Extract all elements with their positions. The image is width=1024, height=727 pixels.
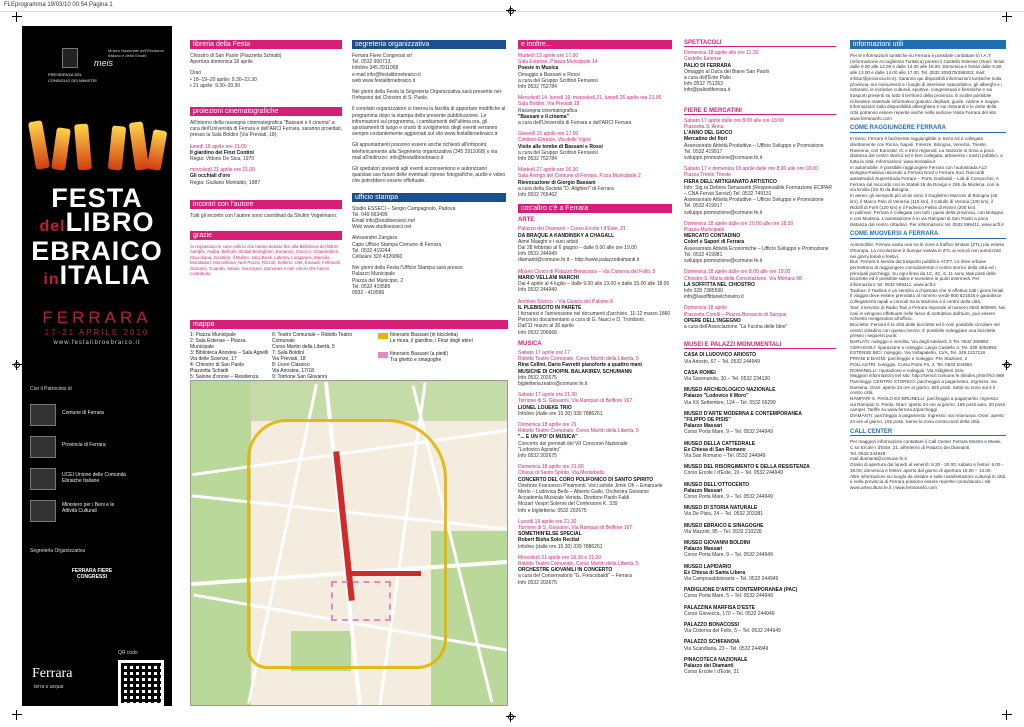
arte-heading: ARTE — [518, 217, 535, 224]
bike-itinerary: Itinerario Bassani (in bicicletta) Le mura, il giardino, i Finzi degli ebrei — [390, 332, 473, 344]
provincia-name: Provincia di Ferrara — [62, 442, 106, 448]
cosaltro-heading: cos'altro c'è a Ferrara — [518, 204, 672, 213]
muoversi-text: Automobile: Ferrara vanta una tra le zone a traffico limitato (ZTL) più estese d'Europa. La circolazione è dunque vietata in ZTL ai veicoli non autorizzati nei giorni feriali e festivi. Bus: Ferrara è servita dal trasporto pubblico ACFT. Le linee urbane permettono di raggiungere comodamente il centro storico della città ed i principali parcheggi. Su ogni linea da 1C, 4C, 6, 11 sono stati posti delle biciclette ed è possibile salire e scendere in punti intermedi. Per informazioni: tel. 0532 599411, www.acft.it Taxibus: il Taxibus è un servizio a chiamata che si effettua tutti i giorni feriali. Il viaggio deve essere prenotato al numero verde 800 521616 e garantisce collegamenti rapidi e comodi tra la stazione e il centro della città. Taxi: il servizio di Radio Taxi a Ferrara risponde al numero 0532 900900. Nei casi in vengono effettuate nelle fasce di sottrattiva dall'auto, può essere richiesto rivolgendosi all'ufficio. Biciclette: Ferrara è la città delle biciclette ed è così possibile circolare nel centro cittadino con questo mezzo. È possibile noleggiare una bicicletta presso i seguenti punti: BARLATI: noleggio e vendita. Via degli Adelardi, 5 Tel. 0532 206892 CERAGIOLI: riparazione e noleggio. Largo Castello 4, Tel. 339 4054893 ESTENSE BICI: noleggio. Via Voltapaletto, 11/A, Tel. 349 1317116 PIRANI E BAGNI: parcheggio e noleggio. P.le Stazione, 2 POLLASTRI: noleggio. Corso Porta Po, 2, Tel. 0532 204884 ROMANELLI: riparazione e noleggio. Via Aldighieri 24/a Maggiori informazioni nel sito: http://servizi.comune.fe.it/index.phtml?id=989 Parcheggi: CENTRO STORICO: parcheggio a pagamento. Ingresso: via Darsena. Orari: aperto 24 ore al giorno. 825 posti. Sette su sono sul é il centro città. RAMPARI S. PAOLO EX-BRUNELLI: parcheggio a pagamento. Ingresso: via Rampari S. Paolo. Orari: aperto 24 ore al giorno. 165 posti auto, 20 posti camper. Tariffe su www.ferrara.it/parcheggi DIAMANTI: parcheggio a pagamento. Ingresso: via Arianuova. Orari: aperto 24 ore al giorno. 192 posti. Serve la zona centro-nord della città. — [850, 242, 1006, 424]
musei-list: CASA DI LUDOVICO ARIOSTO Via Ariosto, 67 – Tel. 0532 244949 CASA ROMEI Via Savonarola, 30 – Tel. 0532 234130 MUSEO ARCHEOLOGICO NAZIONALE Palazzo "Lodovico il Moro" Via XX Settembre, 124 – Tel. 0532 66299 MUSEO D'ARTE MODERNA E CONTEMPORANEA "FILIPPO DE PISIS" Palazzo Massari Corso Porta Mare, 9 – Tel. 0532 244949 MUSEO DELLA CATTEDRALE Ex Chiesa di San Romano Via San Romano – Tel. 0532 244949 MUSEO DEL RISORGIMENTO E DELLA RESISTENZA Corso Ercole I d'Este, 19 – Tel. 0532 244949 MUSEO DELL'OTTOCENTO Palazzo Massari Corso Porta Mare, 9 – Tel. 0532 244949 MUSEO DI STORIA NATURALE Via De Pisis, 24 – Tel. 0532 203381 MUSEO EBRAICO E SINAGOGHE Via Mazzini, 95 – Tel. 0532 210228 MUSEO GIOVANNI BOLDINI Palazzo Massari Corso Porta Mare, 9 – Tel. 0532 244949 MUSEO LAPIDARIO Ex Chiesa di Santa Libera Via Camposabbionario – Tel. 0532 244949 PADIGLIONE D'ARTE CONTEMPORANEA (PAC) Corso Porta Mare, 5 – Tel. 0532 244949 PALAZZINA MARFISA D'ESTE Corso Giovecca, 170 – Tel. 0532 244949 PALAZZO BONACOSSI Via Cisterna del Follo, 5 – Tel. 0532 244949 PALAZZO SCHIFANOIA Via Scandiana, 23 – Tel. 0532 244949 PINACOTECA NAZIONALE Palazzo dei Diamanti Corso Ercole I d'Este, 21 — [684, 352, 810, 676]
musei-heading: MUSEI E PALAZZI MONUMENTALI — [684, 342, 836, 349]
column-1 — [190, 40, 342, 281]
raggiungere-heading: COME RAGGIUNGERE FERRARA — [850, 126, 1006, 133]
informazioni-text: Per le informazioni turistiche su Ferrara è possibile contattare lo I.A.T. (Informazione Accoglienza Turistica) presso il Castello Estense (Orari: feriali dalle 9.00 alle 13.00 e dalle 14.00 alle 18.00. Domenica e festivi dalle 9.30 alle 13.00 e dalle 14.00 alle 17.00. Tel. 0532 209370/299303; mail: infotur@provincia.fe.it). Saranno qui disponibili informazioni turistiche sulla provincia, sui monumenti e i luoghi di interesse naturalistico, gli alberghi e i ristoranti, le iniziative culturali, sportive, congressuali e fieristiche e sui trasporti presenti su tutto il territorio della provincia. È inoltre possibile richiedere materiale informativo gratuito: depliant, guide, cartine e mappe. Informazioni sulla disponibilità alberghiera e sui ristoranti e le dotte della città potranno essere reperite anche nella sezione Visita Ferrara del sito www.ferrarainfo.com — [850, 53, 1005, 121]
segreteria-appointments: Gli appuntamenti possono essere anche richiesti all'infopoint, telefonicamente alla Segreteria organizzativa (345 2911068) o via mail all'indirizzo: info@festalibroebraico.it — [352, 142, 498, 161]
film-2-regia: Regia: Giuliano Montaldo, 1987 — [190, 179, 261, 186]
meis-desc: Museo Nazionale dell'Ebraismo Italiano e della Shoah — [108, 48, 164, 58]
musica-heading: MUSICA — [518, 340, 542, 347]
column-4: SPETTACOLI Domenica 18 aprile alle ore 11.30 Castello Estense PALIO DI FERRARA Omaggio al Duca del Biane San Paolo a cura dell'Ente Palio Info 0532 751263 info@paliodiferrara.it FIERE E MERCATINI Sabato 17 aprile dalle ore 8.00 alle ore 18.00 Piazzetta S. Anna L'ANNO DEL GIOCO Mercatino del fiori Assessorato Attività Produttive – Ufficio Sviluppo e Promozione Tel. 0532 419917 sviluppo.promozione@comune.fe.it Sabato 17 e domenica 18 aprile dalle ore 8.00 alle ore 18.00 Piazza Trento Trieste FIERA DELL'ARTIGIANATO ARTISTICO Info: Sig.ra Debora Tamassetti (Responsabile Formazione ECIPAR – CNA Fervia Servizi) Tel. 0532 749131 Assessorato Attività Produttive – Ufficio Sviluppo e Promozione Tel. 0532 419917 sviluppo.promozione@comune.fe.it Domenica 18 aprile dalle ore 10.00 alle ore 18.00 Piazza Municipale MERCATO CONTADINO Colori e Sapori di Ferrara Assessorato Attività Economiche – Ufficio Sviluppo e Promozione Tel. 0532 419981 sviluppo.promozione@comune.fe.it Domenica 18 aprile dalle ore 8.00 alle ore 19.00 Chiostro S. Maria della Consolazione, Via Mortara 98 LA SOFFITTA NEL CHIOSTRO Info 328 7385590 info@lasoffittanelchiostro.it Domenica 18 aprile Piazzetta Corelli – Piazza Bonaccio di Sangue OPERE DELL'INGEGNO a cura dell'Associazione "La Fucina delle Idee" MUSEI E PALAZZI MONUMENTALI CASA DI LUDOVICO ARIOSTO Via Ariosto, 67 – Tel. 0532 244949 CASA ROMEI Via Savonarola, 30 – Tel. 0532 234130 MUSEO ARCHEOLOGICO NAZIONALE Palazzo "Lodovico il Moro" Via XX Settembre, 124 – Tel. 0532 66299 MUSEO D'ARTE MODERNA E CONTEMPORANEA "FILIPPO DE PISIS" Palazzo Massari Corso Porta Mare, 9 – Tel. 0532 244949 MUSEO DELLA CATTEDRALE Ex Chiesa di San Romano Via San Romano – Tel. 0532 244949 MUSEO DEL RISORGIMENTO E DELLA RESISTENZA Corso Ercole I d'Este, 19 – Tel. 0532 244949 MUSEO DELL'OTTOCENTO Palazzo Massari Corso Porta Mare, 9 – Tel. 0532 244949 MUSEO DI STORIA NATURALE Via De Pisis, 24 – Tel. 0532 203381 MUSEO EBRAICO E SINAGOGHE Via Mazzini, 95 – Tel. 0532 210228 MUSEO GIOVANNI BOLDINI Palazzo Massari Corso Porta Mare, 9 – Tel. 0532 244949 MUSEO LAPIDARIO Ex Chiesa di Santa Libera Via Camposabbionario – Tel. 0532 244949 PADIGLIONE D'ARTE CONTEMPORANEA (PAC) Corso Porta Mare, 5 – Tel. 0532 244949 PALAZZINA MARFISA D'ESTE Corso Giovecca, 170 – Tel. 0532 244949 PALAZZO BONACOSSI Via Cisterna del Follo, 5 – Tel. 0532 244949 PALAZZO SCHIFANOIA Via Scandiana, 23 – Tel. 0532 244949 PINACOTECA NAZIONALE Palazzo dei Diamanti Corso Ercole I d'Este, 21 — [684, 40, 836, 680]
registration-mark-icon — [1002, 710, 1012, 720]
walk-itinerary-swatch — [378, 352, 388, 358]
ucei-logo-icon — [30, 468, 56, 490]
column-5 — [850, 40, 1006, 496]
segreteria-privacy: Gli spettatori presenti agli eventi acconsentono e autorizzano qualsiasi uso futuro delle eventuali riprese fotografiche, audio e video che potrebbero essere effettuate. — [352, 166, 506, 185]
libreria-info: Chiostro di San Paolo (Piazzetta Schiatti) Apertura domenica 18 aprile — [190, 53, 282, 66]
qr-label: QR code — [118, 650, 138, 656]
patronato-label: Con il Patrocinio di — [30, 386, 72, 392]
spettacoli-heading: SPETTACOLI — [684, 40, 836, 47]
ufficio-stampa-presso: Nei giorni della Festa l'Ufficio Stampa sarà presso: Palazzo Municipale Piazza del Municipio, 2 Tel. 0532 419585 0532 - 419586 — [352, 265, 464, 297]
candle-flame-icon — [108, 125, 127, 170]
comune-logo-icon — [30, 404, 56, 426]
meis-logo: meis — [94, 58, 114, 68]
call-center-text: Per maggiori informazioni contattare il Call Center Ferrara Mostre e Musei, C.so Ercole I d'Este, 21, all'interno di Palazzo dei Diamanti. Tel. 0532 244949 mail diamanti@comune.fe.it Orario di apertura dal lunedì al venerdì: 8.30 - 20.00; sabato e festivi: 9.00 - 18.00; domenica e festivi: aperto dal giorno di apertura 10.00 – 13.00. Altre informazioni sui luoghi da visitare e sulle manifestazioni culturali in città e nella provincia di Ferrara possono essere reperite consultando i siti: www.artecultura.fe.it | www.ferrarainfo.com — [850, 439, 1006, 490]
city-title: FERRARA — [42, 308, 152, 327]
raggiungere-text: In treno: Ferrara è facilmente raggiungibile in treno ed è collegata direttamente con Roma, Napoli, Firenze, Bologna, Venezia, Trieste, Ravenna, con Eurostar, IC e treni regionali. La stazione si trova a poca distanza dal centro storico ed è ben collegata, attraverso i mezzi pubblici, a tutta la città. Informazioni: www.trenitalia.it In automobile: è possibile raggiungere Ferrara con l'autostrada A13 Bologna-Padova uscendo a Ferrara Nord o Ferrara Sud. Raccordi autostradali Superstrada Ferrara – Porto Garibaldi – Lidi di Comacchio. A Ferrara sul raccordo con le Statali 16 da Rovigo e 255 da Modena, con la via Emilia (SS 9) da Bologna. In aereo: gli aeroporti più vicini sono il Guglielmo Marconi di Bologna (45 km), il Marco Polo di Venezia (110 km), il Catullo di Verona (100 km), il Ridolfi di Forlì (120 km) e il Federico Fellini di Rimini (200 km). In pullman: Ferrara è collegata con tutti i paesi della provincia, con Bologna e con Modena. L'autostazione è in via Rampari di San Paolo a poca distanza dal centro cittadino. Per informazioni: tel. 0532 599411, www.acft.it — [850, 136, 1004, 227]
segreteria-label: Segreteria Organizzativa — [30, 548, 86, 554]
film-1-date: lunedì 19 aprile ore 21.00 — [190, 143, 247, 150]
libreria-hours: Orari • 18–19–20 aprile: 9.30–22.30 • 21 aprile: 9.30–20.30 — [190, 70, 257, 89]
fiere-logo: FERRARA FIERE CONGRESSI — [71, 568, 113, 580]
candle-flame-icon — [51, 127, 71, 171]
ufficio-stampa-heading: ufficio stampa — [352, 193, 506, 202]
provincia-logo-icon — [30, 436, 56, 458]
candle-flame-icon — [147, 129, 168, 171]
comune-name: Comune di Ferrara — [62, 410, 104, 416]
registration-mark-icon — [12, 710, 22, 720]
segreteria-heading: segreteria organizzativa — [352, 40, 506, 49]
walk-itinerary: Itinerario Bassani (a piedi) Tra ghetto e sinagoghe — [390, 351, 449, 363]
ministero-name: Ministero per i Beni e le Attività Culturali — [62, 502, 115, 514]
presidency-emblem-icon — [62, 48, 78, 68]
segreteria-contacts: Ferrara Fiere Congressi srl Tel. 0532 900713 Infoline 345 2911068 e-mail info@festalibroebraico.it web www.festalibroebraico.it — [352, 53, 421, 84]
candle-flame-icon — [74, 123, 92, 170]
qr-code — [118, 660, 164, 706]
ministero-logo-icon — [30, 500, 56, 522]
proiezioni-intro: All'interno della rassegna cinematografica "Bassani e il cinema" a cura dell'Università di Ferrara e dell'ARCI Ferrara, saranno proiettati, presso la Sala Boldini (Via Previati, 18): — [190, 120, 342, 139]
registration-mark-icon — [506, 712, 516, 722]
walk-route — [331, 581, 391, 621]
ferrara-logo: Ferrara — [32, 666, 73, 681]
segreteria-infopoint: Nei giorni della Festa la Segreteria Organizzativa sarà presente nel-l'Infopoint del Chiostro di S. Paolo. — [352, 89, 503, 102]
map-legend-col-2: 6: Teatro Comunale – Ridotto Teatro Comunale Corso Martiri della Libertà, 5 7: Sala Boldini Via Previati, 18 8: Liceo Classico Via Ariostea, 17/18 9: Torrione San Giovanni — [272, 332, 353, 380]
incontri-text: Tutti gli incontri con l'autore sono coordinati da Shulim Vogelmann. — [190, 212, 338, 219]
incontri-heading: incontri con l'autore — [190, 200, 342, 209]
film-2-title: Gli occhiali d'oro — [190, 173, 231, 180]
ufficio-stampa-studio: Studio ESSECI – Sergio Campagnolo, Padova Tel. 049 663499 Email info@studioesseci.net Web www.studioesseci.net — [352, 205, 456, 231]
column-2 — [352, 40, 506, 301]
film-2-date: mercoledì 21 aprile ore 21.00 — [190, 167, 256, 174]
film-1-regia: Regia: Vittorio De Sica, 1970 — [190, 156, 255, 163]
muoversi-heading: COME MUOVERSI A FERRARA — [850, 232, 1006, 239]
ufficio-stampa-comune: Alessandro Zangara Capo Ufficio Stampa Comune di Ferrara Tel. 0532 419244 Cellulare 320 4326860 — [352, 235, 442, 261]
candle-flame-icon — [28, 120, 50, 170]
libreria-heading: libreria della Festa — [190, 40, 342, 49]
cover-panel — [22, 26, 172, 706]
festival-site: www.festalibroebraico.it — [53, 340, 141, 346]
proiezioni-heading: proiezioni cinematografiche — [190, 107, 342, 116]
presidency-text: PRESIDENZA DEL CONSIGLIO DEI MINISTRI — [48, 72, 97, 83]
informazioni-heading: informazioni utili — [850, 40, 1006, 49]
call-center-heading: CALL CENTER — [850, 430, 1006, 437]
registration-mark-icon — [506, 6, 516, 16]
festival-title: FESTA delLIBRO EBRAICO inITALIA — [31, 183, 163, 290]
bike-itinerary-swatch — [378, 333, 388, 339]
grazie-text: Si ringraziano le case editrici che hanno donato libri alla Biblioteca del MEIS: Adelphi, Asaba, Belforte, Bollati Boringhieri, Bonanno, Carocci, Chiarelettere, Clau-diana, Giuntina, Il Mulino, Jaca Book, Laterza, Longanesi, Marsilio, Mondadori, Morcelliana, Neri Pozza, Rizzoli, Sellerio, Utet, Einaudi, Feltrinelli, Garzanti, Guanda, Salani, Sonzogno, Zamorani e tutti coloro che hanno contribuito. — [190, 244, 341, 277]
map-legend — [190, 320, 508, 380]
inoltre-heading: e inoltre... — [518, 40, 672, 49]
mappa-heading: mappa — [190, 320, 508, 329]
grazie-heading: grazie — [190, 231, 342, 240]
bike-route — [247, 419, 447, 669]
registration-mark-icon — [12, 360, 22, 370]
segreteria-disclaimer: Il comitato organizzatore si riserva la facoltà di apportare modifiche al programma dopo la stampa della presente pubblicazione. Le informazioni sul programma, i cambiamenti dell'ultima ora, gli spostamenti di luogo e orario di svolgimento degli eventi verranno sempre costantemente aggiornati sul sito www.festalibroebraico.it — [352, 106, 506, 138]
fiere-heading: FIERE E MERCATINI — [684, 108, 836, 115]
ucei-name: UCEI Unione delle Comunità Ebraiche Italiane — [62, 472, 126, 484]
registration-mark-icon — [12, 12, 22, 22]
festival-dates: 17-21 APRILE 2010 — [44, 328, 150, 337]
map-legend-col-1: 1: Piazza Municipale 2: Sala Estense – Piazza Municipale 3: Biblioteca Ariostea – Sala Agnelli Via delle Scienze, 17 4: Chiostro di San Paolo Piazzetta Schiatti 5: Salone d'onore – Residenza — [190, 332, 269, 380]
film-1-title: Il giardino dei Finzi Contini — [190, 149, 254, 156]
print-header: FLEprogramma 19/03/10 00:54 Pagina 1 — [0, 0, 1024, 12]
candle-flame-icon — [129, 121, 150, 170]
city-map[interactable] — [190, 380, 508, 706]
ferrara-tagline: terra e acqua — [34, 684, 64, 690]
column-3: e inoltre... Martedì 13 aprile ore 17.00 Sala Estense, Piazza Municipale 14 Poesie in Musica Omaggio a Bassani e Rossi a cura del Gruppo Scrittori Ferraresi Info 0532 752784 Mercoledì 14, lunedì 19, mercoledì 21, lunedì 26 aprile ore 21.00 Sala Boldini, Via Previati 18 Rassegna cinematografica "Bassani e il cinema" a cura dell'Università di Ferrara e dell'ARCI Ferrara Giovedì 15 aprile ore 17.00 Cimitero Ebraico, Via delle Vigne Visite alle tombe di Bassani e Rossi a cura del Gruppo Scrittori Ferraresi Info 0532 752784 Martedì 27 aprile ore 16.30 Sala Arengo del Comune di Ferrara, P.zza Municipale 2 Rievocazione di Giorgio Bassani a cura della Società "D. Alighieri" di Ferrara Info 0532 765462 cos'altro c'è a Ferrara ARTE Palazzo dei Diamanti – Corso Ercole I d'Este, 21 DA BRAQUE A KANDINSKY A CHAGALL Aimé Maeght e i suoi artisti Dal 28 febbraio al 6 giugno – dalle 9.00 alle ore 19.00 Info 0532 244949 diamanti@comune.fe.it – http://www.palazzodiamanti.it Museo Civico di Palazzo Bonacossi – Via Cisterna del Follo, 5 MARIO VELLANI MARCHI Dal 4 aprile al 4 luglio – dalle 9.00 alle 13.00 e dalle 15.00 alle 18.00 Info 0532 244949 Archivio Storico – Via Giuoco del Pallone 8 IL PLEBISCITO IN PARETE I ferraresi e l'annessione nei documenti d'archivio. 11-12 marzo 1860 Percorso documentario a cura di G. Nasci e D. Tromboni. Dall'11 marzo al 30 aprile Info 0532 206668 MUSICA Sabato 17 aprile ore 17 Ridotto Teatro Comunale, Corso Martiri della Libertà, 5 Rina Cellini, Dario Favretti pianoforte a quattro mani MUSICHE DI CHOPIN, BALAKIREV, SCHUMANN Info 0532 202675 biglietteria.teatro@comune.fe.it Sabato 17 aprile ore 21.30 Torrione di S. Giovanni, Via Rampari di Belfiore 167 LIONEL LOUEKE TRIO Infoline (dalle ore 15.30) 339 7886261 Domenica 18 aprile ore 21 Ridotto Teatro Comunale, Corso Martiri della Libertà, 5 "... E UN PO' DI MUSICA" Concerto dei premiati del VII Concorso Nazionale "Lodovico Agostini" Info 0532 202675 Domenica 18 aprile ore 21.00 Chiesa di Santo Spirito, Via Montebello CONCERTO DEL CORO POLIFONICO DI SANTO SPIRITO Direttore Francesco Pinamonti. Voci soliste Jimin Oh – Emanuele Merlo – Ludovica Bello – Alberto Gallo. Orchestra Giovanni Accademia Musicale Veneta. Direttore Paolo Faldi Mozart Vespri Solenni del Confessore K. 339 Info e biglietteria: 0532 202675 Lunedì 19 aprile ore 21.30 Torrione di S. Giovanni, Via Rampari di Belfiore 167 SOMETHIN'ELSE SPECIAL Robert Bisha Solo Recital Infoline (dalle ore 15.30) 339 7886261 Mercoledì 21 aprile ore 18.30 e 21.00 Ridotto Teatro Comunale, Corso Martiri della Libertà, 5 ORCHESTRE GIOVANILI IN CONCERTO a cura del Conservatorio "G. Frescobaldi" – Ferrara Info 0532 202675 — [518, 41, 671, 586]
registration-mark-icon — [1002, 12, 1012, 22]
